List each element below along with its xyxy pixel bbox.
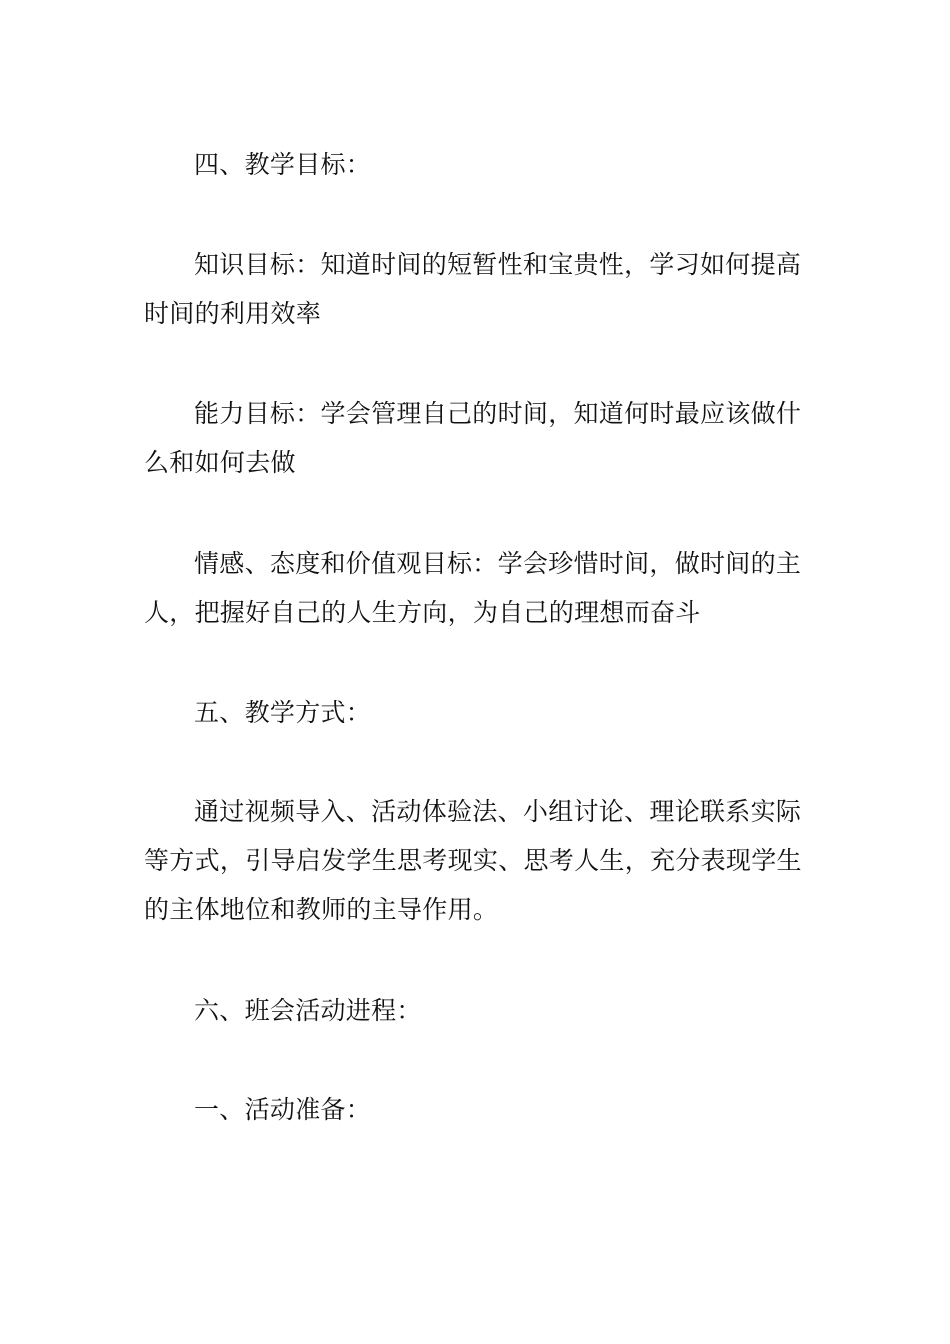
emotion-values-goal-paragraph: 情感、态度和价值观目标：学会珍惜时间，做时间的主人，把握好自己的人生方向，为自己的理想而奋斗: [144, 549, 802, 627]
section-heading-teaching-goals: 四、教学目标：: [194, 150, 372, 179]
ability-goal-paragraph: 能力目标：学会管理自己的时间，知道何时最应该做什么和如何去做: [144, 399, 802, 477]
section-heading-teaching-method: 五、教学方式：: [194, 698, 372, 727]
knowledge-goal-paragraph: 知识目标：知道时间的短暂性和宝贵性，学习如何提高时间的利用效率: [144, 250, 802, 328]
section-heading-activity-process: 六、班会活动进程：: [194, 996, 422, 1025]
subsection-heading-activity-preparation: 一、活动准备：: [194, 1095, 372, 1124]
teaching-method-paragraph: 通过视频导入、活动体验法、小组讨论、理论联系实际等方式，引导启发学生思考现实、思考人生，充分表现学生的主体地位和教师的主导作用。: [144, 797, 802, 924]
